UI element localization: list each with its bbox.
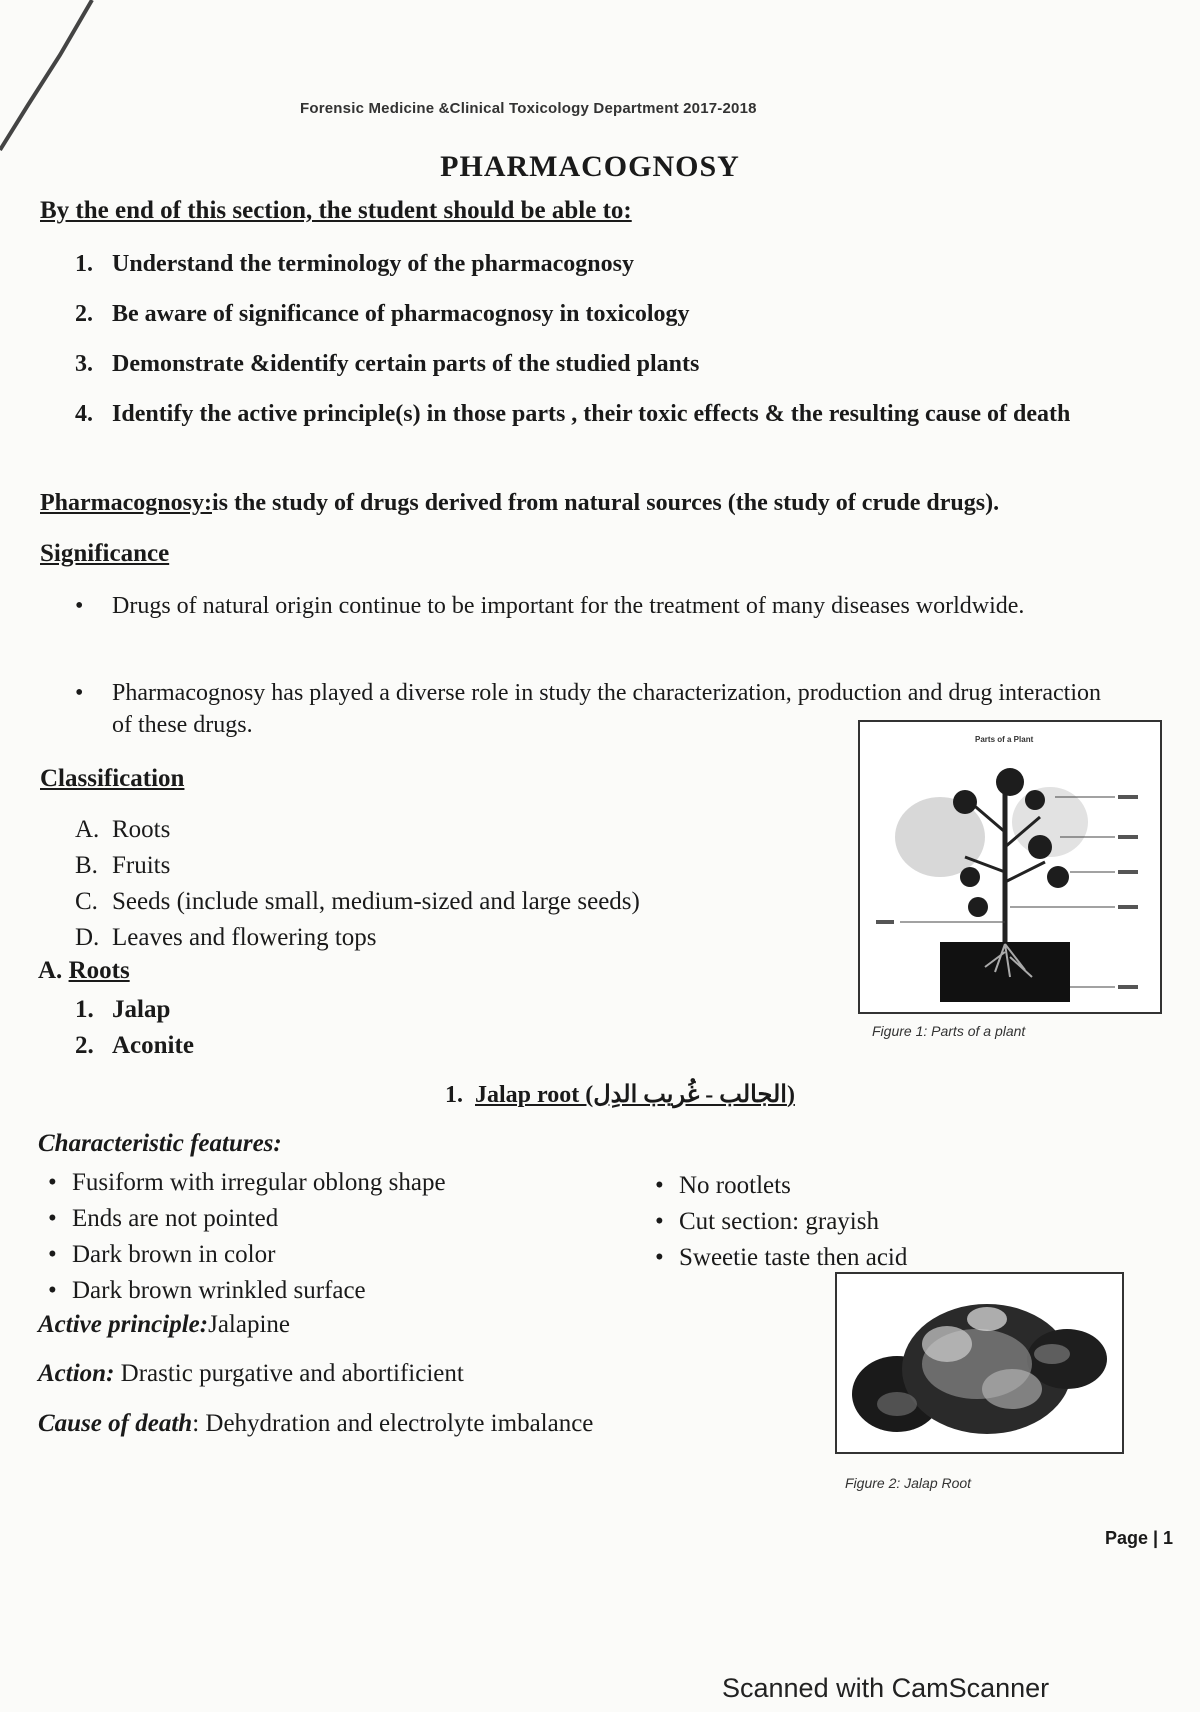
objective-number: 3. <box>75 351 93 377</box>
definition-term: Pharmacognosy: <box>40 490 212 516</box>
root-item <box>75 992 170 1028</box>
bullet-dot: • <box>48 1205 57 1232</box>
objective-number: 1. <box>75 251 93 277</box>
active-principle-line <box>38 1308 290 1342</box>
classification-text: Fruits <box>112 852 171 879</box>
cause-of-death-line <box>38 1407 593 1441</box>
objective-text: Be aware of significance of pharmacognosy in toxicology <box>112 301 690 327</box>
action-value: Drastic purgative and abortificient <box>114 1360 464 1387</box>
classification-text: Seeds (include small, medium-sized and large seeds) <box>112 888 640 915</box>
cause-of-death-value: : Dehydration and electrolyte imbalance <box>192 1410 594 1437</box>
feature-text: Dark brown wrinkled surface <box>72 1277 366 1304</box>
objective-text: Identify the active principle(s) in those parts , their toxic effects & the resulting cause of death <box>112 401 1071 427</box>
classification-item <box>75 884 640 919</box>
root-name: Aconite <box>112 1032 194 1059</box>
root-number: 1. <box>75 996 94 1023</box>
feature-item <box>38 1201 278 1237</box>
page-title: PHARMACOGNOSY <box>440 150 740 183</box>
significance-item <box>75 590 1115 656</box>
objective-item <box>75 348 1135 382</box>
pharmacognosy-definition <box>40 490 1170 517</box>
feature-text: Sweetie taste then acid <box>679 1244 908 1271</box>
figure-1-caption: Figure 1: Parts of a plant <box>872 1023 1026 1039</box>
pen-mark <box>0 0 120 160</box>
figure-jalap-root <box>835 1272 1124 1454</box>
classification-letter: C. <box>75 888 98 915</box>
jalap-title: Jalap root (الجالب - غُريب الدِل) <box>475 1082 795 1108</box>
department-header: Forensic Medicine &Clinical Toxicology Department 2017-2018 <box>300 100 757 117</box>
definition-text: is the study of drugs derived from natural sources (the study of crude drugs). <box>211 490 1000 516</box>
page-number: Page | 1 <box>1105 1528 1174 1548</box>
classification-item <box>75 920 377 955</box>
bullet-dot: • <box>48 1169 57 1196</box>
root-item <box>75 1028 194 1064</box>
action-label: Action: <box>38 1360 115 1387</box>
action-line <box>38 1357 464 1391</box>
feature-text: No rootlets <box>679 1172 791 1199</box>
active-principle-value: Jalapine <box>208 1311 291 1338</box>
figure-2-caption: Figure 2: Jalap Root <box>845 1475 972 1491</box>
objectives-heading: By the end of this section, the student should be able to: <box>40 197 632 224</box>
bullet-dot: • <box>75 593 84 619</box>
bullet-dot: • <box>48 1241 57 1268</box>
jalap-root-image <box>837 1274 1122 1452</box>
svg-text:Parts of a Plant: Parts of a Plant <box>975 735 1034 744</box>
bullet-dot: • <box>655 1208 664 1235</box>
figure-plant-parts <box>858 720 1162 1014</box>
classification-text: Leaves and flowering tops <box>112 924 377 951</box>
active-principle-label: Active principle: <box>38 1311 209 1338</box>
objective-text: Understand the terminology of the pharmacognosy <box>112 251 634 277</box>
classification-letter: A. <box>75 816 100 843</box>
classification-item <box>75 812 170 847</box>
characteristic-features-heading: Characteristic features: <box>38 1130 282 1157</box>
plant-diagram <box>860 722 1160 1012</box>
classification-item <box>75 848 170 883</box>
feature-text: Dark brown in color <box>72 1241 276 1268</box>
camscanner-watermark: Scanned with CamScanner <box>722 1673 1050 1703</box>
significance-text: Drugs of natural origin continue to be important for the treatment of many diseases worldwide. <box>112 593 1025 619</box>
roots-title: Roots <box>68 957 130 984</box>
jalap-number: 1. <box>445 1082 463 1108</box>
objective-number: 4. <box>75 401 93 427</box>
bullet-dot: • <box>75 680 84 706</box>
bullet-dot: • <box>48 1277 57 1304</box>
classification-letter: B. <box>75 852 98 879</box>
feature-text: Ends are not pointed <box>72 1205 279 1232</box>
objective-text: Demonstrate &identify certain parts of the studied plants <box>112 351 700 377</box>
objective-item <box>75 248 1135 282</box>
classification-text: Roots <box>112 816 171 843</box>
feature-item <box>38 1237 275 1273</box>
roots-letter: A. <box>38 957 63 984</box>
classification-heading: Classification <box>40 765 185 792</box>
objective-number: 2. <box>75 301 93 327</box>
bullet-dot: • <box>655 1172 664 1199</box>
feature-item <box>645 1204 879 1240</box>
significance-heading: Significance <box>40 540 170 567</box>
root-name: Jalap <box>112 996 171 1023</box>
bullet-dot: • <box>655 1244 664 1271</box>
feature-item <box>38 1273 366 1309</box>
objective-item <box>75 398 1135 464</box>
objective-item <box>75 298 1135 332</box>
classification-letter: D. <box>75 924 100 951</box>
feature-item <box>645 1240 907 1276</box>
jalap-root-heading <box>445 1080 795 1109</box>
roots-heading <box>38 957 130 985</box>
feature-text: Fusiform with irregular oblong shape <box>72 1169 446 1196</box>
root-number: 2. <box>75 1032 94 1059</box>
feature-text: Cut section: grayish <box>679 1208 879 1235</box>
feature-item <box>645 1168 791 1204</box>
significance-text: Pharmacognosy has played a diverse role in study the characterization, production and drug interaction of these drugs. <box>112 680 1102 738</box>
feature-item <box>38 1165 446 1201</box>
cause-of-death-label: Cause of death <box>38 1410 193 1437</box>
